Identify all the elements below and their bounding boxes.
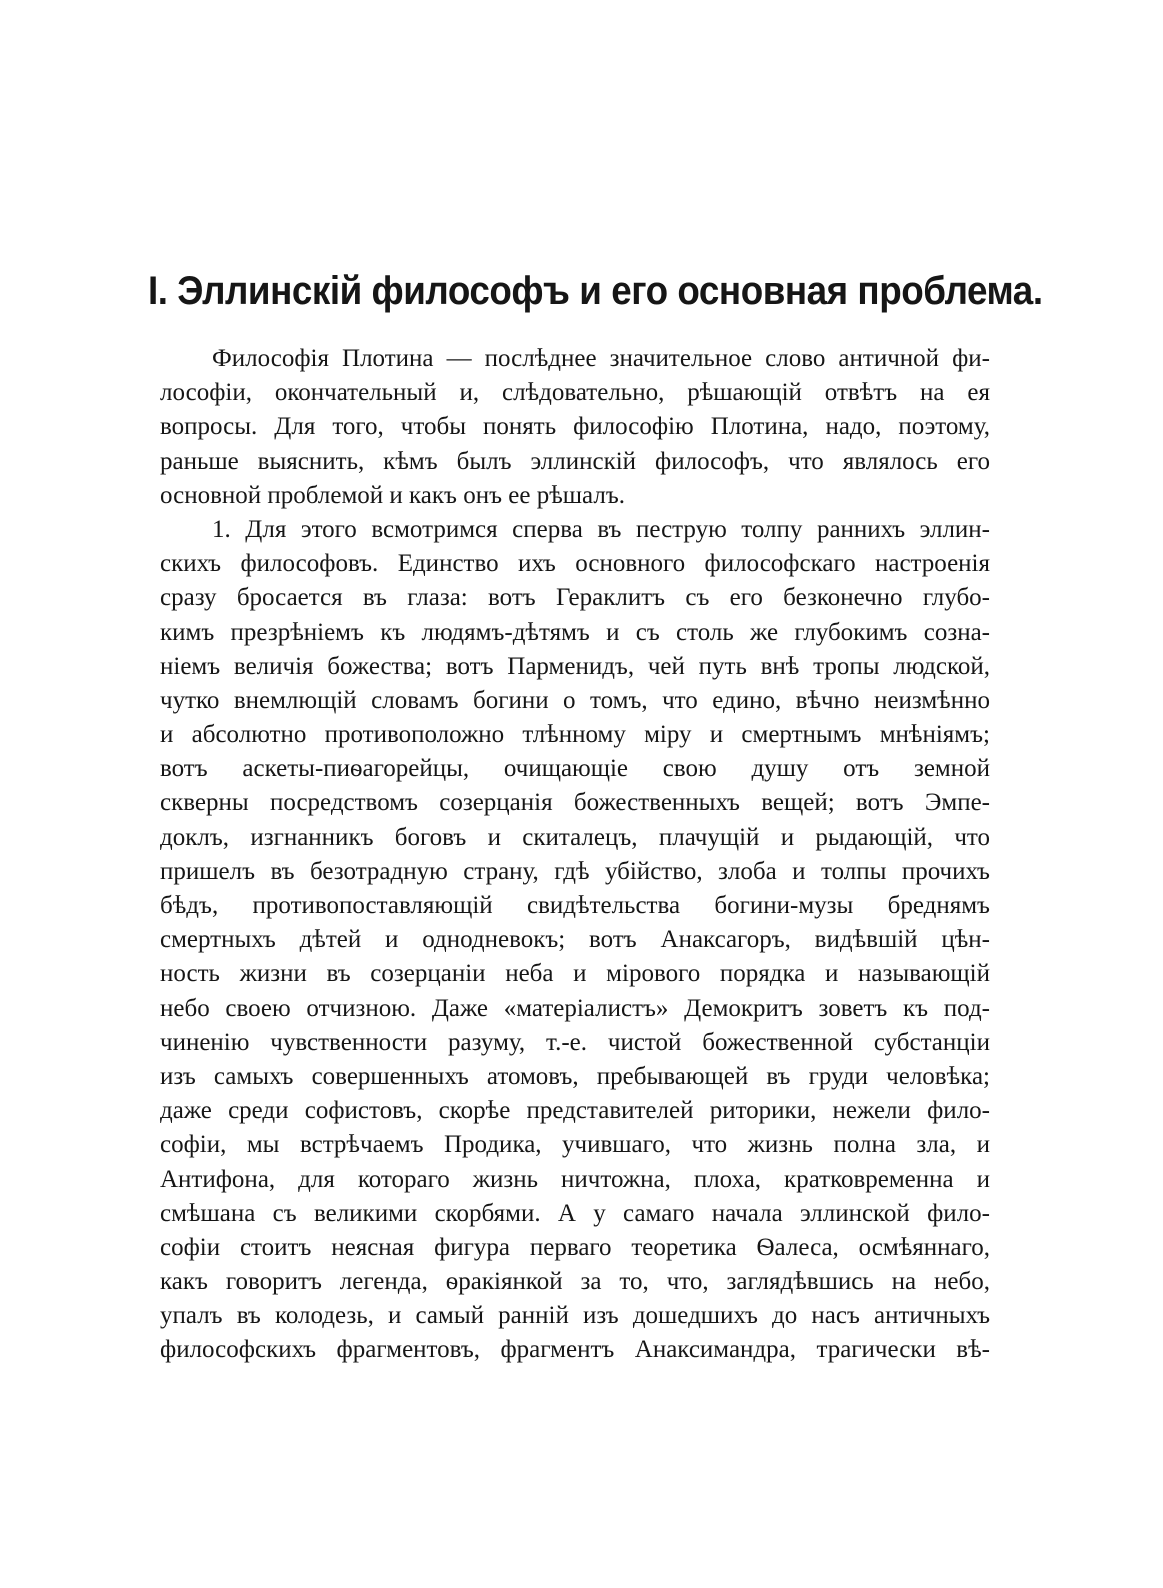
text-line: доклъ, изгнанникъ боговъ и скиталецъ, плачущій и рыдающій, что — [160, 823, 990, 851]
text-line: Антифона, для котораго жизнь ничтожна, плоха, кратковременна и — [160, 1165, 990, 1193]
text-line: скихъ философовъ. Единство ихъ основного философскаго настроенія — [160, 550, 990, 578]
text-line: Философія Плотина — послѣднее значительное слово античной фи- — [212, 345, 990, 372]
text-line: скверны посредствомъ созерцанія божественныхъ вещей; вотъ Эмпе- — [160, 789, 990, 817]
chapter-heading: I. Эллинскій философъ и его основная проблема. — [148, 269, 1043, 313]
text-line: чутко внемлющій словамъ богини о томъ, что едино, вѣчно неизмѣнно — [160, 686, 990, 714]
text-line: упалъ въ колодезь, и самый ранній изъ дошедшихъ до насъ античныхъ — [160, 1302, 990, 1330]
text-line: ніемъ величія божества; вотъ Парменидъ, чей путь внѣ тропы людской, — [160, 652, 990, 680]
text-line: и абсолютно противоположно тлѣнному міру и смертнымъ мнѣніямъ; — [160, 721, 990, 749]
text-line: вотъ аскеты-пиѳагорейцы, очищающіе свою душу отъ земной — [160, 755, 990, 783]
text-line: лософіи, окончательный и, слѣдовательно, рѣшающій отвѣтъ на ея — [160, 379, 990, 407]
text-line: бѣдъ, противопоставляющій свидѣтельства богини-музы бреднямъ — [160, 892, 990, 919]
text-line: изъ самыхъ совершенныхъ атомовъ, пребывающей въ груди человѣка; — [160, 1062, 990, 1090]
text-line: даже среди софистовъ, скорѣе представителей риторики, нежели фило- — [160, 1097, 990, 1125]
body-text — [160, 342, 990, 1368]
text-line: какъ говоритъ легенда, ѳракіянкой за то, что, заглядѣвшись на небо, — [160, 1268, 990, 1296]
text-line: сразу бросается въ глаза: вотъ Гераклитъ съ его безконечно глубо- — [160, 584, 990, 612]
text-line: чиненію чувственности разуму, т.-е. чистой божественной субстанціи — [160, 1028, 990, 1056]
text-line: софіи, мы встрѣчаемъ Продика, учившаго, что жизнь полна зла, и — [160, 1131, 990, 1159]
text-line: раньше выяснить, кѣмъ былъ эллинскій философъ, что являлось его — [160, 447, 990, 475]
text-line: смертныхъ дѣтей и однодневокъ; вотъ Анаксагоръ, видѣвшій цѣн- — [160, 926, 990, 954]
text-line: пришелъ въ безотрадную страну, гдѣ убійство, злоба и толпы прочихъ — [160, 857, 990, 885]
text-line: смѣшана съ великими скорбями. А у самаго начала эллинской фило- — [160, 1199, 990, 1227]
text-line: 1. Для этого всмотримся сперва въ пеструю толпу раннихъ эллин- — [212, 515, 990, 543]
text-line: вопросы. Для того, чтобы понять философію Плотина, надо, поэтому, — [160, 413, 990, 441]
text-line: софіи стоитъ неясная фигура перваго теоретика Ѳалеса, осмѣяннаго, — [160, 1233, 990, 1261]
text-line: кимъ презрѣніемъ къ людямъ-дѣтямъ и съ столь же глубокимъ созна- — [160, 618, 990, 646]
text-line: ность жизни въ созерцаніи неба и мірового порядка и называющій — [160, 960, 990, 988]
text-line: основной проблемой и какъ онъ ее рѣшалъ. — [160, 481, 626, 509]
text-line: небо своею отчизною. Даже «матеріалистъ» Демокритъ зоветъ къ под- — [160, 994, 990, 1022]
text-line: философскихъ фрагментовъ, фрагментъ Анаксимандра, трагически вѣ- — [160, 1336, 990, 1364]
